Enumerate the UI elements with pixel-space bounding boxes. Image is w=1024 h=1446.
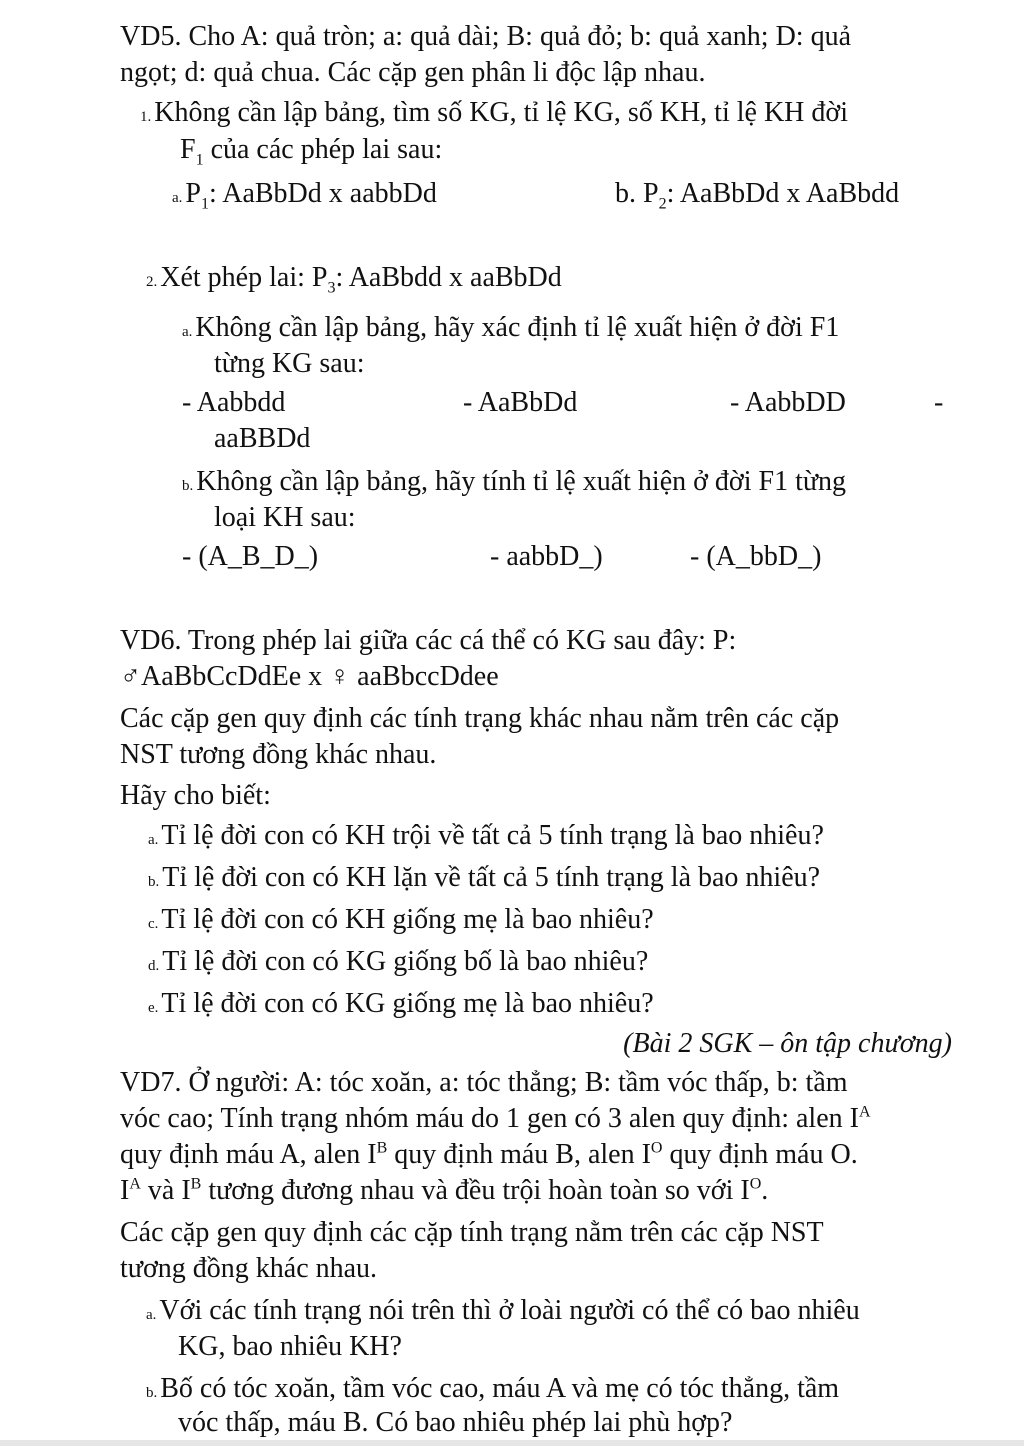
vd6-desc-line1: Các cặp gen quy định các tính trạng khác nhau nằm trên các cặp (120, 703, 840, 734)
vd5-q1-line1: 1. Không cần lập bảng, tìm số KG, tỉ lệ KG, số KH, tỉ lệ KH đời (140, 97, 848, 128)
vd6-item-c: c. Tỉ lệ đời con có KH giống mẹ là bao nhiêu? (148, 904, 654, 935)
vd6-ask: Hãy cho biết: (120, 780, 271, 811)
genotype-item-4: aaBBDd (214, 423, 311, 454)
vd5-q1-option-b: b. $P_2$: AaBbDd x AaBbdd (615, 178, 900, 213)
vd7-item-a-line1: a. Với các tính trạng nói trên thì ở loài người có thể có bao nhiêu (146, 1295, 860, 1326)
list-marker: b. (146, 1385, 158, 1401)
list-marker: d. (148, 958, 160, 974)
list-marker: 2. (146, 274, 158, 290)
vd7-desc-line2: tương đồng khác nhau. (120, 1253, 378, 1284)
genotype-item-4-dash: - (934, 387, 944, 418)
vd5-q1-option-a: a. $P_1$: AaBbDd x aabbDd (172, 178, 437, 213)
vd6-cross: ♂AaBbCcDdEe x ♀ aaBbccDdee (120, 661, 499, 692)
vd6-item-a: a. Tỉ lệ đời con có KH trội về tất cả 5 tính trạng là bao nhiêu? (148, 820, 824, 851)
vd6-item-b: b. Tỉ lệ đời con có KH lặn về tất cả 5 tính trạng là bao nhiêu? (148, 862, 821, 893)
list-marker: e. (148, 1000, 159, 1016)
vd6-source: (Bài 2 SGK – ôn tập chương) (623, 1028, 952, 1059)
genotype-item-1: - Aabbdd (182, 387, 286, 418)
list-marker: b. (182, 478, 194, 494)
vd5-q2-line: 2. Xét phép lai: $P_3$: AaBbdd x aaBbDd (146, 262, 562, 297)
vd5-q2a-line2: từng KG sau: (214, 348, 365, 379)
genotype-item-2: - AaBbDd (463, 387, 578, 418)
vd5-q2b-line1: b. Không cần lập bảng, hãy tính tỉ lệ xuất hiện ở đời F1 từng (182, 466, 847, 497)
list-marker: a. (172, 190, 183, 206)
list-marker: b. (148, 874, 160, 890)
vd6-desc-line2: NST tương đồng khác nhau. (120, 739, 437, 770)
vd7-line4: $I^A$ và $I^B$ tương đương nhau và đều trội hoàn toàn so với $I^O$. (120, 1175, 769, 1206)
phenotype-item-2: - aabbD_) (490, 541, 603, 572)
vd6-item-e: e. Tỉ lệ đời con có KG giống mẹ là bao nhiêu? (148, 988, 654, 1019)
vd7-line2: vóc cao; Tính trạng nhóm máu do 1 gen có 3 alen quy định: alen $I^A$ (120, 1103, 871, 1134)
vd6-intro-line: VD6. Trong phép lai giữa các cá thể có KG sau đây: P: (120, 625, 737, 656)
vd5-intro-line2: ngọt; d: quả chua. Các cặp gen phân li độc lập nhau. (120, 57, 706, 88)
phenotype-item-3: - (A_bbD_) (690, 541, 822, 572)
list-marker: 1. (140, 109, 152, 125)
list-marker: a. (146, 1307, 157, 1323)
list-marker: a. (182, 324, 193, 340)
vd7-line1: VD7. Ở người: A: tóc xoăn, a: tóc thẳng; B: tầm vóc thấp, b: tầm (120, 1067, 848, 1098)
vd5-q1-line2: $F_1$ của các phép lai sau: (180, 134, 443, 169)
vd5-intro-line1: VD5. Cho A: quả tròn; a: quả dài; B: quả đỏ; b: quả xanh; D: quả (120, 21, 852, 52)
vd5-q2b-line2: loại KH sau: (214, 502, 356, 533)
vd6-item-d: d. Tỉ lệ đời con có KG giống bố là bao nhiêu? (148, 946, 649, 977)
vd5-q2a-line1: a. Không cần lập bảng, hãy xác định tỉ lệ xuất hiện ở đời F1 (182, 312, 840, 343)
vd7-item-b-line1: b. Bố có tóc xoăn, tầm vóc cao, máu A và mẹ có tóc thẳng, tầm (146, 1373, 840, 1404)
list-marker: a. (148, 832, 159, 848)
vd7-item-a-line2: KG, bao nhiêu KH? (178, 1331, 402, 1362)
genotype-item-3: - AabbDD (730, 387, 846, 418)
phenotype-item-1: - (A_B_D_) (182, 541, 319, 572)
page-bottom-edge (0, 1440, 1024, 1446)
list-marker: c. (148, 916, 159, 932)
vd7-item-b-line2: vóc thấp, máu B. Có bao nhiêu phép lai phù hợp? (178, 1407, 733, 1438)
vd7-line3: quy định máu A, alen $I^B$ quy định máu B, alen $I^O$ quy định máu O. (120, 1139, 858, 1170)
vd7-desc-line1: Các cặp gen quy định các cặp tính trạng nằm trên các cặp NST (120, 1217, 824, 1248)
